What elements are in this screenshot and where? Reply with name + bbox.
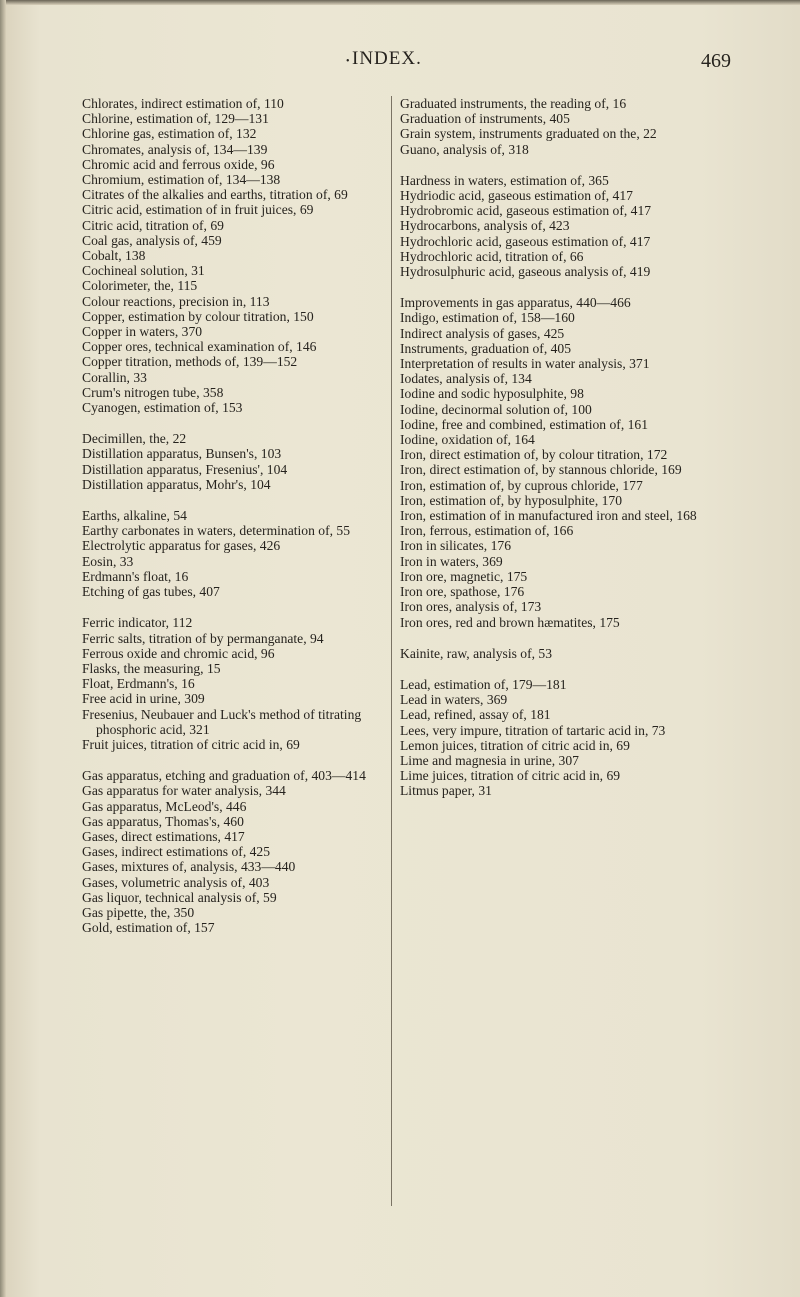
index-letter-group bbox=[400, 295, 718, 629]
index-entry: Litmus paper, 31 bbox=[400, 783, 492, 799]
group-spacer bbox=[400, 661, 718, 677]
index-entry: Fruit juices, titration of citric acid in, 69 bbox=[82, 736, 300, 752]
index-entry: Lead in waters, 369 bbox=[400, 692, 508, 708]
index-letter-group bbox=[400, 173, 718, 279]
index-entry: Gases, indirect estimations of, 425 bbox=[82, 844, 271, 860]
index-entry: Iron in silicates, 176 bbox=[400, 538, 511, 554]
index-entry: Gas apparatus, McLeod's, 446 bbox=[82, 798, 247, 814]
page-binding-edge bbox=[0, 0, 6, 1297]
index-entry: Guano, analysis of, 318 bbox=[400, 141, 529, 157]
index-letter-group bbox=[82, 768, 402, 935]
index-entry: Electrolytic apparatus for gases, 426 bbox=[82, 538, 281, 554]
index-entry: Iron ores, red and brown hæmatites, 175 bbox=[400, 614, 620, 630]
index-letter-group bbox=[82, 508, 402, 599]
index-entry: Lead, estimation of, 179—181 bbox=[400, 676, 567, 692]
index-entry: Ferric salts, titration of by permanganate, 94 bbox=[82, 630, 324, 646]
index-entry: Iodates, analysis of, 134 bbox=[400, 371, 532, 387]
index-entry: Copper titration, methods of, 139—152 bbox=[82, 354, 298, 370]
index-letter-group bbox=[82, 96, 402, 415]
index-entry: Hydrocarbons, analysis of, 423 bbox=[400, 218, 570, 234]
index-entry: Crum's nitrogen tube, 358 bbox=[82, 384, 224, 400]
index-letter-group bbox=[82, 431, 402, 492]
index-entry: Iron, direct estimation of, by stannous chloride, 169 bbox=[400, 462, 682, 478]
index-column-left bbox=[82, 96, 402, 935]
index-entry: Iron in waters, 369 bbox=[400, 553, 503, 569]
index-entry: Graduation of instruments, 405 bbox=[400, 111, 570, 127]
column-divider bbox=[391, 96, 392, 1206]
index-letter-group bbox=[82, 615, 402, 752]
index-letter-group bbox=[400, 646, 718, 661]
index-entry: Gas pipette, the, 350 bbox=[82, 904, 195, 920]
index-entry: Iodine and sodic hyposulphite, 98 bbox=[400, 386, 584, 402]
index-letter-group bbox=[400, 96, 718, 157]
index-entry: Flasks, the measuring, 15 bbox=[82, 660, 221, 676]
index-entry: Hydrochloric acid, titration of, 66 bbox=[400, 248, 584, 264]
index-entry: Coal gas, analysis of, 459 bbox=[82, 232, 222, 248]
index-column-right bbox=[400, 96, 718, 799]
page-number: 469 bbox=[701, 50, 731, 72]
index-entry: Erdmann's float, 16 bbox=[82, 568, 189, 584]
index-entry: Hardness in waters, estimation of, 365 bbox=[400, 172, 609, 188]
index-entry: Citrates of the alkalies and earths, titration of, 69 bbox=[82, 187, 348, 203]
page-header bbox=[0, 48, 800, 78]
index-entry: Chlorates, indirect estimation of, 110 bbox=[82, 96, 284, 111]
index-entry: Cyanogen, estimation of, 153 bbox=[82, 400, 243, 416]
index-entry: Lead, refined, assay of, 181 bbox=[400, 707, 551, 723]
index-entry: Ferrous oxide and chromic acid, 96 bbox=[82, 645, 275, 661]
index-entry: Instruments, graduation of, 405 bbox=[400, 340, 572, 356]
index-entry: Copper in waters, 370 bbox=[82, 324, 203, 340]
index-entry: Fresenius, Neubauer and Luck's method of titrating phosphoric acid, 321 bbox=[82, 706, 362, 737]
index-entry: Iron, ferrous, estimation of, 166 bbox=[400, 523, 574, 539]
running-title: INDEX. bbox=[352, 48, 422, 69]
index-entry: Iron, direct estimation of, by colour titration, 172 bbox=[400, 447, 668, 463]
index-entry: Gases, direct estimations, 417 bbox=[82, 828, 245, 844]
index-entry: Free acid in urine, 309 bbox=[82, 691, 205, 707]
index-entry: Float, Erdmann's, 16 bbox=[82, 676, 195, 692]
index-entry: Kainite, raw, analysis of, 53 bbox=[400, 645, 553, 661]
group-spacer bbox=[82, 415, 402, 431]
index-entry: Grain system, instruments graduated on the, 22 bbox=[400, 126, 657, 142]
index-entry: Chromium, estimation of, 134—138 bbox=[82, 172, 281, 188]
index-entry: Copper, estimation by colour titration, 150 bbox=[82, 308, 314, 324]
index-entry: Hydriodic acid, gaseous estimation of, 417 bbox=[400, 188, 633, 204]
index-entry: Gas liquor, technical analysis of, 59 bbox=[82, 889, 277, 905]
index-entry: Iron, estimation of, by hyposulphite, 170 bbox=[400, 492, 623, 508]
index-entry: Lemon juices, titration of citric acid in, 69 bbox=[400, 737, 630, 753]
index-entry: Earths, alkaline, 54 bbox=[82, 508, 187, 524]
index-entry: Improvements in gas apparatus, 440—466 bbox=[400, 295, 631, 311]
index-entry: Iron, estimation of in manufactured iron and steel, 168 bbox=[400, 508, 697, 524]
index-entry: Iron, estimation of, by cuprous chloride, 177 bbox=[400, 477, 643, 493]
index-entry: Chromates, analysis of, 134—139 bbox=[82, 141, 268, 157]
page-top-edge bbox=[0, 0, 800, 5]
index-entry: Lime and magnesia in urine, 307 bbox=[400, 752, 579, 768]
index-entry: Lees, very impure, titration of tartaric acid in, 73 bbox=[400, 722, 666, 738]
index-entry: Iodine, oxidation of, 164 bbox=[400, 432, 535, 448]
index-entry: Iodine, decinormal solution of, 100 bbox=[400, 401, 592, 417]
index-entry: Chlorine, estimation of, 129—131 bbox=[82, 111, 269, 127]
index-entry: Distillation apparatus, Bunsen's, 103 bbox=[82, 446, 282, 462]
index-entry: Indirect analysis of gases, 425 bbox=[400, 325, 565, 341]
index-entry: Cobalt, 138 bbox=[82, 248, 146, 264]
index-entry: Iron ores, analysis of, 173 bbox=[400, 599, 542, 615]
index-entry: Gases, mixtures of, analysis, 433—440 bbox=[82, 859, 296, 875]
index-entry: Lime juices, titration of citric acid in, 69 bbox=[400, 768, 621, 784]
index-entry: Gases, volumetric analysis of, 403 bbox=[82, 874, 270, 890]
index-entry: Hydrosulphuric acid, gaseous analysis of, 419 bbox=[400, 264, 651, 280]
index-entry: Iron ore, spathose, 176 bbox=[400, 584, 525, 600]
index-entry: Hydrochloric acid, gaseous estimation of, 417 bbox=[400, 233, 651, 249]
group-spacer bbox=[82, 752, 402, 768]
index-entry: Distillation apparatus, Fresenius', 104 bbox=[82, 461, 288, 477]
index-entry: Colorimeter, the, 115 bbox=[82, 278, 198, 294]
index-entry: Gas apparatus for water analysis, 344 bbox=[82, 783, 286, 799]
index-entry: Ferric indicator, 112 bbox=[82, 615, 193, 631]
index-entry: Chlorine gas, estimation of, 132 bbox=[82, 126, 257, 142]
index-entry: Copper ores, technical examination of, 146 bbox=[82, 339, 317, 355]
index-letter-group bbox=[400, 677, 718, 799]
index-entry: Interpretation of results in water analysis, 371 bbox=[400, 356, 650, 372]
group-spacer bbox=[400, 157, 718, 173]
index-entry: Hydrobromic acid, gaseous estimation of, 417 bbox=[400, 203, 652, 219]
index-entry: Gas apparatus, etching and graduation of, 403—414 bbox=[82, 768, 366, 784]
bullet-mark: • bbox=[346, 56, 350, 67]
group-spacer bbox=[82, 599, 402, 615]
group-spacer bbox=[400, 630, 718, 646]
index-entry: Colour reactions, precision in, 113 bbox=[82, 293, 270, 309]
index-entry: Gas apparatus, Thomas's, 460 bbox=[82, 813, 244, 829]
group-spacer bbox=[400, 279, 718, 295]
index-entry: Chromic acid and ferrous oxide, 96 bbox=[82, 156, 275, 172]
index-entry: Citric acid, estimation of in fruit juices, 69 bbox=[82, 202, 314, 218]
group-spacer bbox=[82, 492, 402, 508]
index-entry: Etching of gas tubes, 407 bbox=[82, 584, 220, 600]
index-entry: Cochineal solution, 31 bbox=[82, 263, 205, 279]
index-entry: Eosin, 33 bbox=[82, 553, 134, 569]
index-entry: Iron ore, magnetic, 175 bbox=[400, 568, 528, 584]
index-entry: Corallin, 33 bbox=[82, 369, 147, 385]
index-entry: Distillation apparatus, Mohr's, 104 bbox=[82, 476, 271, 492]
index-entry: Gold, estimation of, 157 bbox=[82, 920, 215, 936]
index-entry: Decimillen, the, 22 bbox=[82, 431, 187, 447]
index-entry: Indigo, estimation of, 158—160 bbox=[400, 310, 575, 326]
index-entry: Graduated instruments, the reading of, 16 bbox=[400, 96, 627, 111]
index-entry: Citric acid, titration of, 69 bbox=[82, 217, 224, 233]
index-entry: Earthy carbonates in waters, determination of, 55 bbox=[82, 523, 351, 539]
index-entry: Iodine, free and combined, estimation of, 161 bbox=[400, 416, 649, 432]
